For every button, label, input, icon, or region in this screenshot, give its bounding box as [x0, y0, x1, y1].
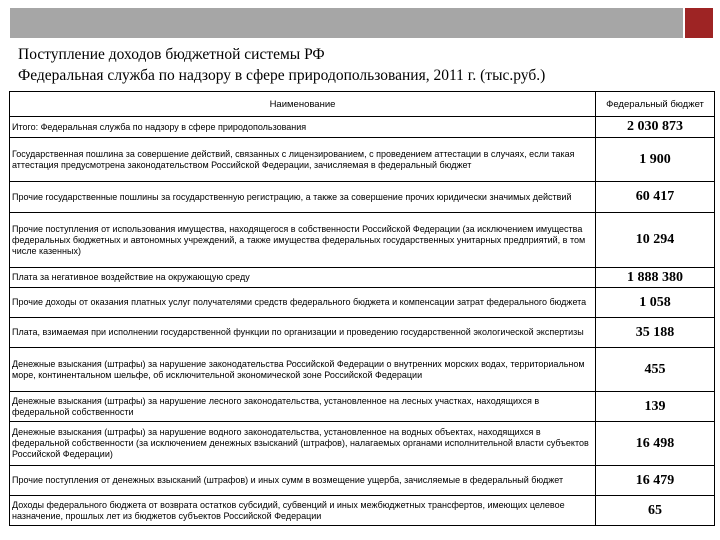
header-decor-bar	[10, 8, 683, 38]
table-row	[10, 182, 715, 213]
row-name: Денежные взыскания (штрафы) за нарушение законодательства Российской Федерации о внутренних морских водах, территориальном море, континентальном шельфе, об исключительной экономической зоне Российской Федерации	[10, 348, 596, 392]
row-name: Доходы федерального бюджета от возврата остатков субсидий, субвенций и иных межбюджетных трансфертов, имеющих целевое назначение, прошлых лет из бюджетов субъектов Российской Федерации	[10, 496, 596, 526]
table-header-row	[10, 92, 715, 117]
table-row	[10, 422, 715, 466]
row-value: 60 417	[596, 182, 715, 213]
row-value: 455	[596, 348, 715, 392]
row-value: 1 900	[596, 138, 715, 182]
table-row	[10, 117, 715, 138]
table-row	[10, 348, 715, 392]
row-name: Прочие поступления от использования имущества, находящегося в собственности Российской Федерации (за исключением имущества федеральных бюджетных и автономных учреждений, а также имущества федеральных государственных унитарных предприятий, в том числе казенных)	[10, 213, 596, 268]
column-header-value: Федеральный бюджет	[596, 92, 715, 117]
table-row	[10, 318, 715, 348]
row-name: Плата за негативное воздействие на окружающую среду	[10, 268, 596, 288]
row-value: 16 498	[596, 422, 715, 466]
table-row	[10, 392, 715, 422]
page-subtitle: Федеральная служба по надзору в сфере природопользования, 2011 г. (тыс.руб.)	[18, 67, 546, 84]
table-row	[10, 138, 715, 182]
row-value: 16 479	[596, 466, 715, 496]
row-name: Прочие поступления от денежных взысканий (штрафов) и иных сумм в возмещение ущерба, зачисляемые в федеральный бюджет	[10, 466, 596, 496]
row-value: 1 888 380	[596, 268, 715, 288]
row-name: Прочие доходы от оказания платных услуг получателями средств федерального бюджета и компенсации затрат федерального бюджета	[10, 288, 596, 318]
column-header-name: Наименование	[10, 92, 596, 117]
row-value: 2 030 873	[596, 117, 715, 138]
table-row	[10, 268, 715, 288]
row-name: Прочие государственные пошлины за государственную регистрацию, а также за совершение прочих юридически значимых действий	[10, 182, 596, 213]
row-value: 10 294	[596, 213, 715, 268]
row-name: Денежные взыскания (штрафы) за нарушение водного законодательства, установленное на водных объектах, находящихся в федеральной собственности (за исключением денежных взысканий (штрафов), налагаемых органами исполнительной власти субъектов Российской Федерации)	[10, 422, 596, 466]
row-value: 65	[596, 496, 715, 526]
row-value: 1 058	[596, 288, 715, 318]
table-row	[10, 213, 715, 268]
page-title: Поступление доходов бюджетной системы РФ	[18, 46, 325, 63]
row-name: Денежные взыскания (штрафы) за нарушение лесного законодательства, установленное на лесных участках, находящихся в федеральной собственности	[10, 392, 596, 422]
budget-table	[9, 91, 715, 526]
row-name: Плата, взимаемая при исполнении государственной функции по организации и проведению государственной экологической экспертизы	[10, 318, 596, 348]
row-value: 35 188	[596, 318, 715, 348]
row-value: 139	[596, 392, 715, 422]
header-decor-accent	[685, 8, 713, 38]
table-row	[10, 288, 715, 318]
page-heading	[18, 44, 708, 86]
table-row	[10, 466, 715, 496]
row-name: Государственная пошлина за совершение действий, связанных с лицензированием, с проведением аттестации в случаях, если такая аттестация предусмотрена законодательством Российской Федерации, зачисляемая в федеральный бюджет	[10, 138, 596, 182]
row-name: Итого: Федеральная служба по надзору в сфере природопользования	[10, 117, 596, 138]
table-row	[10, 496, 715, 526]
